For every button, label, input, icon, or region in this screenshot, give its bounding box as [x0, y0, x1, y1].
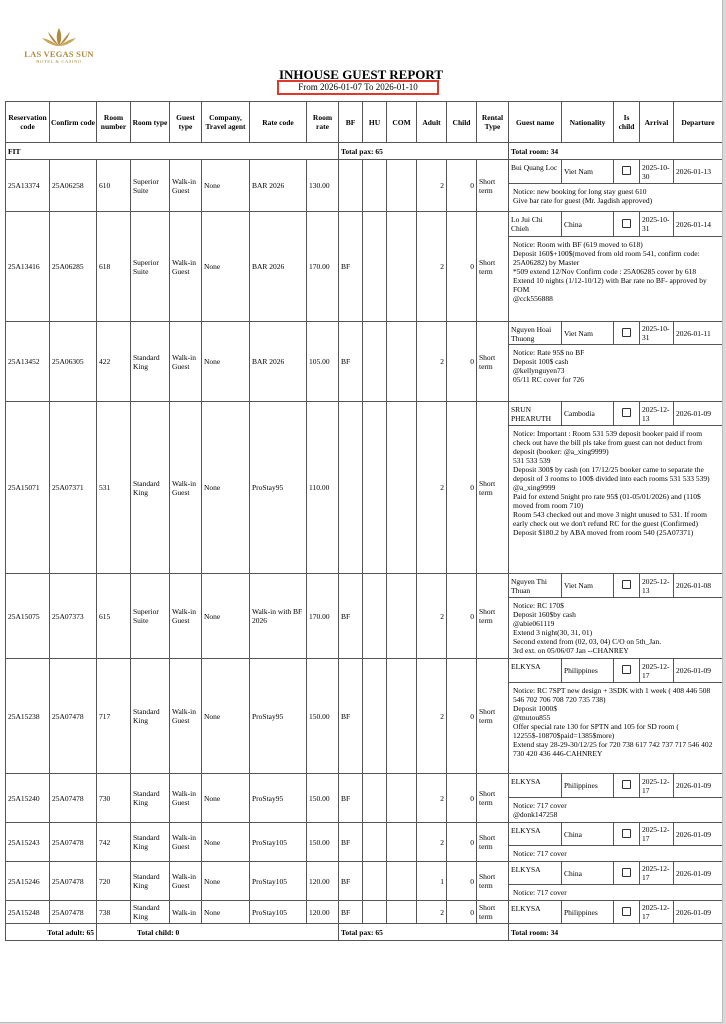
is-child-cell [614, 774, 640, 798]
nationality: Philippines [562, 901, 614, 924]
guest-name: ELKYSA [509, 901, 562, 924]
rental-type: Short term [477, 823, 509, 862]
com [387, 862, 417, 901]
notice-line: Extend stay 28-29-30/12/25 for 720 738 617 742 737 717 546 402 730 420 436 446-CAHNREY [513, 740, 713, 758]
confirm-code: 25A06285 [50, 212, 97, 322]
rental-type: Short term [477, 659, 509, 774]
room-rate: 120.00 [307, 862, 339, 901]
is-child-cell [614, 862, 640, 885]
notice-line: @mutou855 [513, 713, 551, 722]
section-row [6, 143, 723, 160]
room-number: 730 [97, 774, 131, 823]
confirm-code: 25A07478 [50, 901, 97, 924]
guest-name: SRUN PHEARUTH [509, 402, 562, 426]
footer-total-room: Total room: 34 [509, 924, 723, 941]
hu [363, 402, 387, 574]
notice-line: Deposit 1000$ [513, 704, 557, 713]
com [387, 574, 417, 659]
column-header: HU [363, 102, 387, 143]
child-count: 0 [447, 322, 477, 402]
guest-name: ELKYSA [509, 862, 562, 885]
is-child-cell [614, 322, 640, 345]
is-child-cell [614, 901, 640, 924]
room-type: Standard King [131, 322, 170, 402]
confirm-code: 25A07371 [50, 402, 97, 574]
column-header: Departure [674, 102, 723, 143]
reservation-code: 25A15243 [6, 823, 50, 862]
com [387, 212, 417, 322]
adult-count: 2 [417, 574, 447, 659]
departure-date: 2026-01-11 [674, 322, 723, 345]
notice-line: Deposit 160$+100$(moved from old room 541, confirm code: 25A06282) by Master [513, 249, 700, 267]
arrival-date: 2025-12-17 [640, 823, 674, 846]
nationality: Philippines [562, 774, 614, 798]
company: None [202, 901, 250, 924]
guest-name: Nguyen Thi Thuan [509, 574, 562, 598]
guest-type: Walk-in Guest [170, 322, 202, 402]
guest-name: ELKYSA [509, 774, 562, 798]
table-row [6, 160, 723, 184]
notice-line: @donk147258 [513, 810, 558, 819]
column-header: Arrival [640, 102, 674, 143]
departure-date: 2026-01-09 [674, 659, 723, 683]
table-row [6, 322, 723, 345]
hu [363, 212, 387, 322]
rental-type: Short term [477, 212, 509, 322]
guest-type: Walk-in Guest [170, 402, 202, 574]
is-child-checkbox[interactable] [622, 780, 631, 789]
column-header: Confirm code [50, 102, 97, 143]
table-row [6, 862, 723, 885]
bf: BF [339, 823, 363, 862]
notice-cell [509, 237, 723, 322]
notice-line: Notice: 717 cover [513, 849, 567, 858]
room-rate: 120.00 [307, 901, 339, 924]
company: None [202, 659, 250, 774]
reservation-code: 25A15075 [6, 574, 50, 659]
header-row [6, 102, 723, 143]
adult-count: 2 [417, 212, 447, 322]
confirm-code: 25A07478 [50, 862, 97, 901]
column-header: Is child [614, 102, 640, 143]
room-rate: 110.00 [307, 402, 339, 574]
is-child-checkbox[interactable] [622, 219, 631, 228]
com [387, 322, 417, 402]
footer-total-adult: Total adult: 65 [6, 924, 97, 941]
guest-type: Walk-in Guest [170, 160, 202, 212]
notice-line: Notice: Rate 95$ no BF [513, 348, 585, 357]
guest-name: Bui Quang Loc [509, 160, 562, 184]
notice-cell [509, 846, 723, 862]
room-type: Superior Suite [131, 574, 170, 659]
column-header: Guest type [170, 102, 202, 143]
hu [363, 322, 387, 402]
company: None [202, 862, 250, 901]
room-rate: 150.00 [307, 823, 339, 862]
notice-line: Offer special rate 130 for SPTN and 105 for SD room ( 12255$-10870$paid=1385$more) [513, 722, 679, 740]
hu [363, 574, 387, 659]
is-child-cell [614, 823, 640, 846]
room-number: 717 [97, 659, 131, 774]
table-row [6, 212, 723, 237]
reservation-code: 25A15238 [6, 659, 50, 774]
is-child-checkbox[interactable] [622, 829, 631, 838]
room-rate: 130.00 [307, 160, 339, 212]
reservation-code: 25A13374 [6, 160, 50, 212]
notice-line: 05/11 RC cover for 726 [513, 375, 584, 384]
nationality: Viet Nam [562, 574, 614, 598]
notice-cell [509, 426, 723, 574]
rate-code: ProStay95 [250, 659, 307, 774]
is-child-checkbox[interactable] [622, 408, 631, 417]
guest-type: Walk-in Guest [170, 823, 202, 862]
notice-line: Paid for extend 5night pro rate 95$ (01-05/01/2026) and (110$ moved from room 710) [513, 492, 701, 510]
room-type: Standard King [131, 659, 170, 774]
room-number: 618 [97, 212, 131, 322]
child-count: 0 [447, 659, 477, 774]
column-header: Room rate [307, 102, 339, 143]
company: None [202, 402, 250, 574]
arrival-date: 2025-12-13 [640, 574, 674, 598]
is-child-checkbox[interactable] [622, 868, 631, 877]
is-child-cell [614, 212, 640, 237]
company: None [202, 160, 250, 212]
departure-date: 2026-01-09 [674, 402, 723, 426]
footer-total-child: Total child: 0 [97, 924, 339, 941]
departure-date: 2026-01-09 [674, 823, 723, 846]
rate-code: BAR 2026 [250, 212, 307, 322]
room-rate: 170.00 [307, 574, 339, 659]
notice-line: @kellynguyen73 [513, 366, 565, 375]
rental-type: Short term [477, 402, 509, 574]
company: None [202, 823, 250, 862]
arrival-date: 2025-12-17 [640, 862, 674, 885]
notice-line: Deposit $180.2 by ABA moved from room 540 (25A07371) [513, 528, 694, 537]
is-child-checkbox[interactable] [622, 907, 631, 916]
is-child-checkbox[interactable] [622, 580, 631, 589]
column-header: Rental Type [477, 102, 509, 143]
logo-subtitle: HOTEL & CASINO [36, 59, 82, 64]
notice-cell [509, 345, 723, 402]
child-count: 0 [447, 402, 477, 574]
reservation-code: 25A15240 [6, 774, 50, 823]
confirm-code: 25A06305 [50, 322, 97, 402]
section-label: FIT [6, 143, 339, 160]
nationality: Viet Nam [562, 160, 614, 184]
section-total-pax: Total pax: 65 [339, 143, 509, 160]
room-type: Standard King [131, 823, 170, 862]
is-child-cell [614, 574, 640, 598]
room-number: 615 [97, 574, 131, 659]
column-header: COM [387, 102, 417, 143]
arrival-date: 2025-12-17 [640, 659, 674, 683]
departure-date: 2026-01-09 [674, 774, 723, 798]
confirm-code: 25A07478 [50, 823, 97, 862]
company: None [202, 322, 250, 402]
notice-line: Second extend from (02, 03, 04) C/O on 5th_Jan. [513, 637, 662, 646]
column-header: Room type [131, 102, 170, 143]
child-count: 0 [447, 212, 477, 322]
notice-line: *509 extend 12/Nov Confirm code : 25A06285 cover by 618 [513, 267, 697, 276]
notice-line: Notice: Room with BF (619 moved to 618) [513, 240, 643, 249]
rental-type: Short term [477, 322, 509, 402]
column-header: Rate code [250, 102, 307, 143]
arrival-date: 2025-12-17 [640, 774, 674, 798]
adult-count: 2 [417, 402, 447, 574]
column-header: Room number [97, 102, 131, 143]
adult-count: 2 [417, 823, 447, 862]
report-title: INHOUSE GUEST REPORT [278, 67, 443, 82]
adult-count: 1 [417, 862, 447, 901]
lotus-logo-icon [39, 26, 79, 48]
nationality: Philippines [562, 659, 614, 683]
guest-type: Walk-in Guest [170, 659, 202, 774]
child-count: 0 [447, 862, 477, 901]
child-count: 0 [447, 160, 477, 212]
child-count: 0 [447, 823, 477, 862]
room-type: Superior Suite [131, 160, 170, 212]
notice-line: Deposit 100$ cash [513, 357, 569, 366]
hu [363, 862, 387, 901]
guest-name: ELKYSA [509, 659, 562, 683]
arrival-date: 2025-10-31 [640, 212, 674, 237]
is-child-cell [614, 402, 640, 426]
adult-count: 2 [417, 774, 447, 823]
room-number: 610 [97, 160, 131, 212]
notice-cell [509, 683, 723, 774]
is-child-checkbox[interactable] [622, 166, 631, 175]
rate-code: BAR 2026 [250, 160, 307, 212]
nationality: China [562, 212, 614, 237]
is-child-cell [614, 659, 640, 683]
rental-type: Short term [477, 574, 509, 659]
table-row [6, 402, 723, 426]
guest-type: Walk-in Guest [170, 574, 202, 659]
room-number: 422 [97, 322, 131, 402]
departure-date: 2026-01-14 [674, 212, 723, 237]
column-header: Company, Travel agent [202, 102, 250, 143]
child-count: 0 [447, 774, 477, 823]
rate-code: ProStay95 [250, 774, 307, 823]
hu [363, 160, 387, 212]
bf: BF [339, 774, 363, 823]
hu [363, 659, 387, 774]
room-type: Standard King [131, 862, 170, 901]
notice-line: Notice: RC 7SPT new design + 3SDK with 1 week ( 408 446 508 546 702 706 708 720 735 738) [513, 686, 711, 704]
departure-date: 2026-01-09 [674, 862, 723, 885]
notice-line: @a_xing9999 [513, 483, 556, 492]
room-rate: 150.00 [307, 774, 339, 823]
bf: BF [339, 862, 363, 901]
notice-line: Notice: 717 cover [513, 801, 567, 810]
room-number: 742 [97, 823, 131, 862]
arrival-date: 2025-12-17 [640, 901, 674, 924]
room-number: 531 [97, 402, 131, 574]
bf: BF [339, 901, 363, 924]
is-child-checkbox[interactable] [622, 328, 631, 337]
notice-line: Deposit 300$ by cash (on 17/12/25 booker came to separate the deposit of 3 rooms to 100$ divided into each rooms 531 533 539) [513, 465, 710, 483]
child-count: 0 [447, 574, 477, 659]
confirm-code: 25A07478 [50, 774, 97, 823]
notice-line: Notice: new booking for long stay guest 610 [513, 187, 647, 196]
child-count: 0 [447, 901, 477, 924]
adult-count: 2 [417, 322, 447, 402]
rental-type: Short term [477, 901, 509, 924]
table-row [6, 774, 723, 798]
notice-line: 3rd ext. on 05/06/07 Jan --CHANREY [513, 646, 629, 655]
guest-type: Walk-in Guest [170, 862, 202, 901]
room-number: 720 [97, 862, 131, 901]
footer-row [6, 924, 723, 941]
com [387, 823, 417, 862]
notice-cell [509, 598, 723, 659]
company: None [202, 212, 250, 322]
column-header: Guest name [509, 102, 562, 143]
com [387, 659, 417, 774]
notice-line: @abie061119 [513, 619, 555, 628]
notice-line: Notice: Important : Room 531 539 deposit booker paid if room check out have the bill pls take from guest can not deduct from deposit (booker: @a_xing9999) [513, 429, 703, 456]
notice-line: @cck556888 [513, 294, 553, 303]
hu [363, 774, 387, 823]
notice-line: Extend 10 nights (1/12-10/12) with Bar rate no BF- approved by FOM [513, 276, 707, 294]
arrival-date: 2025-10-30 [640, 160, 674, 184]
room-type: Superior Suite [131, 212, 170, 322]
confirm-code: 25A07373 [50, 574, 97, 659]
hu [363, 901, 387, 924]
bf: BF [339, 574, 363, 659]
rental-type: Short term [477, 774, 509, 823]
arrival-date: 2025-12-13 [640, 402, 674, 426]
notice-line: Give bar rate for guest (Mr. Jagdish approved) [513, 196, 653, 205]
date-range: From 2026-01-07 To 2026-01-10 [277, 80, 439, 95]
column-header: BF [339, 102, 363, 143]
notice-line: Deposit 160$by cash [513, 610, 576, 619]
adult-count: 2 [417, 659, 447, 774]
is-child-checkbox[interactable] [622, 665, 631, 674]
notice-line: Room 543 checked out and move 3 night unused to 531. If room early check out we don't refund RC for the guest (Confirmed) [513, 510, 707, 528]
bf [339, 160, 363, 212]
room-rate: 150.00 [307, 659, 339, 774]
rate-code: ProStay105 [250, 901, 307, 924]
rental-type: Short term [477, 160, 509, 212]
table-row [6, 659, 723, 683]
guest-name: Nguyen Hoai Thuong [509, 322, 562, 345]
table-row [6, 823, 723, 846]
reservation-code: 25A15248 [6, 901, 50, 924]
table-row [6, 901, 723, 924]
table-row [6, 574, 723, 598]
footer-total-pax: Total pax: 65 [339, 924, 509, 941]
company: None [202, 574, 250, 659]
notice-cell [509, 798, 723, 823]
com [387, 402, 417, 574]
departure-date: 2026-01-13 [674, 160, 723, 184]
guest-report-table [5, 101, 723, 941]
hotel-logo [20, 26, 98, 64]
column-header: Child [447, 102, 477, 143]
notice-line: 531 533 539 [513, 456, 551, 465]
column-header: Adult [417, 102, 447, 143]
notice-line: Notice: 717 cover [513, 888, 567, 897]
is-child-cell [614, 160, 640, 184]
guest-type: Walk-in [170, 901, 202, 924]
section-total-room: Total room: 34 [509, 143, 723, 160]
column-header: Reservation code [6, 102, 50, 143]
rental-type: Short term [477, 862, 509, 901]
room-type: Standard King [131, 402, 170, 574]
guest-type: Walk-in Guest [170, 212, 202, 322]
company: None [202, 774, 250, 823]
rate-code: ProStay95 [250, 402, 307, 574]
com [387, 774, 417, 823]
nationality: China [562, 823, 614, 846]
bf: BF [339, 322, 363, 402]
adult-count: 2 [417, 901, 447, 924]
confirm-code: 25A07478 [50, 659, 97, 774]
bf: BF [339, 659, 363, 774]
hu [363, 823, 387, 862]
guest-type: Walk-in Guest [170, 774, 202, 823]
guest-name: ELKYSA [509, 823, 562, 846]
departure-date: 2026-01-08 [674, 574, 723, 598]
departure-date: 2026-01-09 [674, 901, 723, 924]
guest-name: Lo Jui Chi Chieh [509, 212, 562, 237]
rate-code: ProStay105 [250, 862, 307, 901]
notice-cell [509, 885, 723, 901]
reservation-code: 25A13452 [6, 322, 50, 402]
room-type: Standard King [131, 901, 170, 924]
rate-code: Walk-in with BF 2026 [250, 574, 307, 659]
notice-line: Extend 3 night(30, 31, 01) [513, 628, 593, 637]
adult-count: 2 [417, 160, 447, 212]
column-header: Nationality [562, 102, 614, 143]
room-number: 738 [97, 901, 131, 924]
nationality: Viet Nam [562, 322, 614, 345]
bf [339, 402, 363, 574]
notice-cell [509, 184, 723, 212]
confirm-code: 25A06258 [50, 160, 97, 212]
room-type: Standard King [131, 774, 170, 823]
com [387, 901, 417, 924]
reservation-code: 25A13416 [6, 212, 50, 322]
bf: BF [339, 212, 363, 322]
nationality: Cambodia [562, 402, 614, 426]
reservation-code: 25A15071 [6, 402, 50, 574]
rate-code: ProStay105 [250, 823, 307, 862]
notice-line: Notice: RC 170$ [513, 601, 564, 610]
room-rate: 170.00 [307, 212, 339, 322]
room-rate: 105.00 [307, 322, 339, 402]
nationality: China [562, 862, 614, 885]
com [387, 160, 417, 212]
reservation-code: 25A15246 [6, 862, 50, 901]
rate-code: BAR 2026 [250, 322, 307, 402]
arrival-date: 2025-10-31 [640, 322, 674, 345]
logo-name: LAS VEGAS SUN [24, 49, 94, 59]
